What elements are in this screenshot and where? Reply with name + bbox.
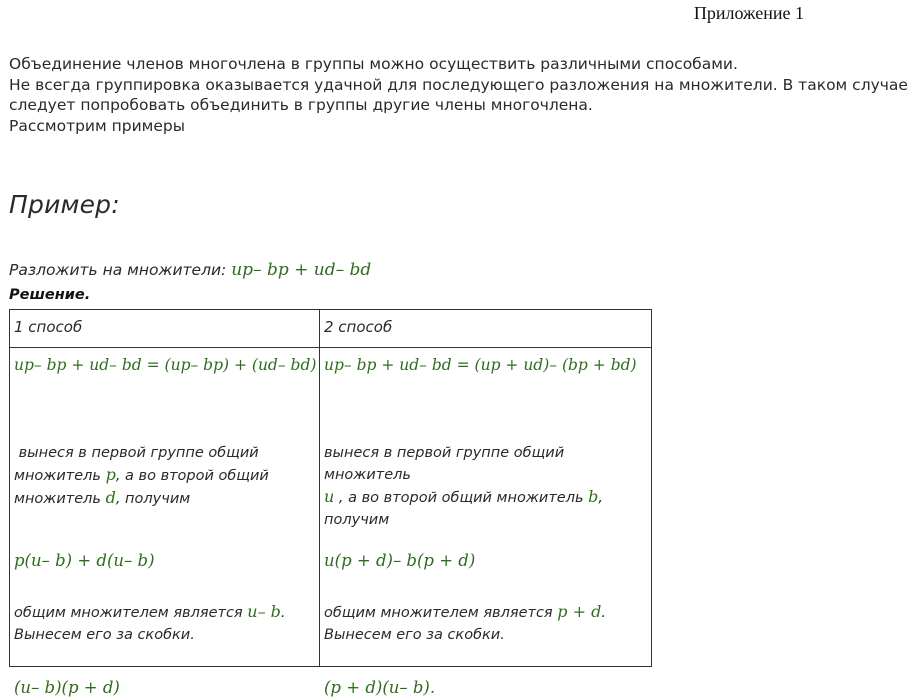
method-1-desc-d: множитель bbox=[14, 491, 101, 507]
table-body-row bbox=[10, 348, 652, 667]
method-1-desc-line-1 bbox=[14, 442, 269, 464]
method-2-common-line bbox=[324, 601, 606, 624]
method-1-desc-c: , а во второй общий bbox=[115, 468, 269, 484]
method-2-desc-b: , а во второй общий множитель bbox=[334, 490, 584, 506]
method-1-header bbox=[10, 310, 320, 348]
methods-table bbox=[9, 309, 652, 697]
example-heading: Пример: bbox=[9, 190, 120, 219]
method-1-step: p(u– b) + d(u– b) bbox=[14, 551, 155, 570]
method-2-var-u: u bbox=[324, 487, 335, 506]
method-1-desc-line-2 bbox=[14, 464, 269, 487]
method-1-desc-line-3 bbox=[14, 487, 269, 510]
method-2-bracket-line: Вынесем его за скобки. bbox=[324, 627, 505, 643]
method-1-common-expr: u– b bbox=[247, 602, 281, 621]
method-2-header bbox=[320, 310, 652, 348]
method-1-common-text: общим множителем является bbox=[14, 605, 243, 621]
method-2-desc-line-2 bbox=[324, 486, 651, 509]
task-statement bbox=[9, 260, 371, 280]
method-1-desc-a: вынеся в первой группе общий bbox=[18, 445, 259, 461]
method-2-common-end: . bbox=[601, 605, 606, 621]
method-2-common-expr: p + d bbox=[557, 602, 602, 621]
intro-paragraph bbox=[9, 54, 908, 136]
method-1-common-end: . bbox=[280, 605, 286, 621]
method-1-desc-e: , получим bbox=[115, 491, 191, 507]
method-2-description bbox=[324, 442, 651, 531]
task-text: Разложить на множители: bbox=[9, 261, 227, 279]
intro-line-1: Объединение членов многочлена в группы можно осуществить различными способами. bbox=[9, 55, 738, 73]
method-2-common-text: общим множителем является bbox=[324, 605, 553, 621]
method-1-common-line bbox=[14, 601, 286, 624]
method-2-var-b: b bbox=[588, 487, 599, 506]
method-2-grouping: up– bp + ud– bd = (up + ud)– (bp + bd) bbox=[324, 356, 637, 374]
method-1-bracket-line: Вынесем его за скобки. bbox=[14, 627, 195, 643]
method-1-var-p: p bbox=[105, 465, 116, 484]
method-1-cell bbox=[10, 348, 320, 697]
appendix-label: Приложение 1 bbox=[693, 3, 804, 23]
method-1-answer: (u– b)(p + d) bbox=[14, 678, 120, 697]
method-1-grouping: up– bp + ud– bd = (up– bp) + (ud– bd) bbox=[14, 356, 317, 374]
method-2-desc-line-1: вынеся в первой группе общий множитель bbox=[324, 445, 565, 483]
method-2-cell bbox=[320, 348, 652, 697]
method-1-header-label: 1 способ bbox=[14, 318, 83, 336]
intro-line-3: следует попробовать объединить в группы другие члены многочлена. bbox=[9, 96, 593, 114]
method-1-common-factor bbox=[14, 601, 286, 646]
method-2-common-factor bbox=[324, 601, 606, 646]
method-1-var-d: d bbox=[105, 488, 116, 507]
method-2-desc-c: , bbox=[598, 490, 603, 506]
method-2-desc-line-3: получим bbox=[324, 512, 390, 528]
method-2-step: u(p + d)– b(p + d) bbox=[324, 551, 476, 570]
intro-line-2: Не всегда группировка оказывается удачной для последующего разложения на множители. В таком случае bbox=[9, 75, 908, 94]
method-1-desc-b: множитель bbox=[14, 468, 101, 484]
task-expression: up– bp + ud– bd bbox=[231, 260, 372, 280]
table-header-row bbox=[10, 310, 652, 348]
method-1-description bbox=[14, 442, 269, 510]
solution-label: Решение. bbox=[9, 287, 91, 303]
intro-line-4: Рассмотрим примеры bbox=[9, 116, 185, 135]
method-2-answer: (p + d)(u– b). bbox=[324, 678, 436, 697]
method-2-header-label: 2 способ bbox=[324, 318, 393, 336]
